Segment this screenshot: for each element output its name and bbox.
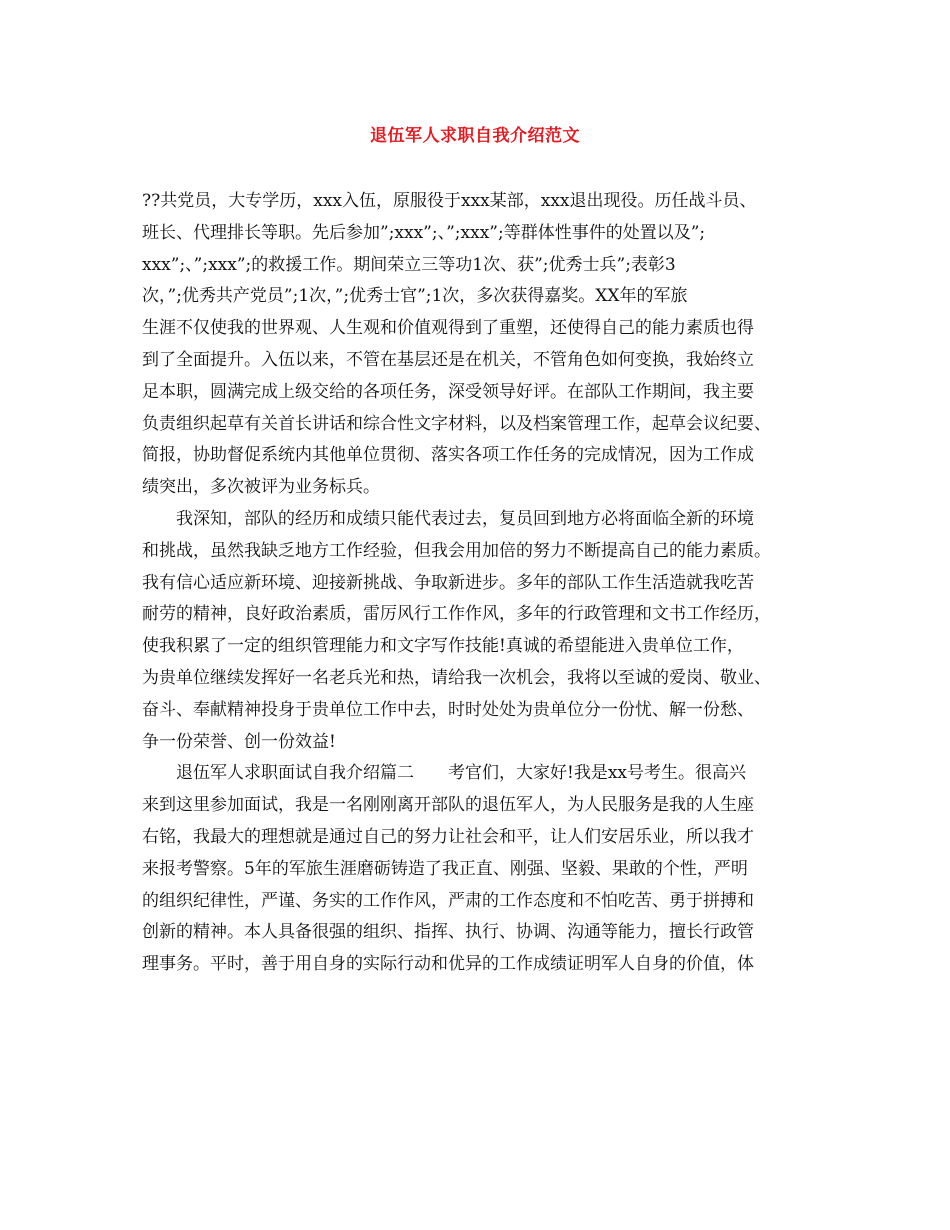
paragraph-line: 理事务。平时，善于用自身的实际行动和优异的工作成绩证明军人自身的价值，体 — [142, 954, 754, 975]
paragraph-line: 次，”;优秀共产党员”;1次，”;优秀士官”;1次，多次获得嘉奖。XX年的军旅 — [142, 286, 688, 307]
paragraph-line: 为贵单位继续发挥好一名老兵光和热，请给我一次机会，我将以至诚的爱岗、敬业、 — [142, 667, 771, 688]
paragraph-line: 我深知，部队的经历和成绩只能代表过去，复员回到地方必将面临全新的环境 — [176, 508, 754, 529]
document-body — [142, 186, 832, 981]
paragraph — [142, 758, 832, 981]
paragraph-line: 退伍军人求职面试自我介绍篇二 考官们，大家好!我是xx号考生。很高兴 — [176, 763, 747, 784]
paragraph-line: 班长、代理排长等职。先后参加”;xxx”;、”;xxx”;等群体性事件的处置以及”; — [142, 222, 706, 243]
paragraph-line: 绩突出，多次被评为业务标兵。 — [142, 477, 380, 498]
paragraph-line: 来报考警察。5年的军旅生涯磨砺铸造了我正直、刚强、坚毅、果敢的个性，严明 — [142, 858, 748, 879]
paragraph-line: 和挑战，虽然我缺乏地方工作经验，但我会用加倍的努力不断提高自己的能力素质。 — [142, 540, 771, 561]
paragraph-line: 奋斗、奉献精神投身于贵单位工作中去，时时处处为贵单位分一份忧、解一份愁、 — [142, 699, 754, 720]
paragraph-line: 使我积累了一定的组织管理能力和文字写作技能!真诚的希望能进入贵单位工作， — [142, 636, 744, 657]
paragraph-line: 简报，协助督促系统内其他单位贯彻、落实各项工作任务的完成情况，因为工作成 — [142, 445, 754, 466]
paragraph-line: 耐劳的精神，良好政治素质，雷厉风行工作作风，多年的行政管理和文书工作经历， — [142, 604, 771, 625]
paragraph-line: 来到这里参加面试，我是一名刚刚离开部队的退伍军人，为人民服务是我的人生座 — [142, 795, 754, 816]
paragraph-line: 负责组织起草有关首长讲话和综合性文字材料，以及档案管理工作，起草会议纪要、 — [142, 413, 771, 434]
paragraph-line: 我有信心适应新环境、迎接新挑战、争取新进步。多年的部队工作生活造就我吃苦 — [142, 572, 754, 593]
paragraph-line: 的组织纪律性，严谨、务实的工作作风，严肃的工作态度和不怕吃苦、勇于拼搏和 — [142, 890, 754, 911]
paragraph-line: xxx”;、”;xxx”;的救援工作。期间荣立三等功1次、获”;优秀士兵”;表彰3 — [142, 254, 676, 275]
paragraph-line: 到了全面提升。入伍以来，不管在基层还是在机关，不管角色如何变换，我始终立 — [142, 349, 754, 370]
paragraph-line: 生涯不仅使我的世界观、人生观和价值观得到了重塑，还使得自己的能力素质也得 — [142, 318, 754, 339]
paragraph — [142, 504, 832, 758]
document-title: 退伍军人求职自我介绍范文 — [370, 126, 580, 146]
paragraph-line: ??共党员，大专学历，xxx入伍，原服役于xxx某部，xxx退出现役。历任战斗员、 — [142, 191, 757, 211]
paragraph-line: 右铭，我最大的理想就是通过自己的努力让社会和平，让人们安居乐业，所以我才 — [142, 826, 754, 847]
paragraph-line: 争一份荣誉、创一份效益! — [142, 731, 336, 752]
paragraph-line: 创新的精神。本人具备很强的组织、指挥、执行、协调、沟通等能力，擅长行政管 — [142, 922, 754, 943]
paragraph-line: 足本职，圆满完成上级交给的各项任务，深受领导好评。在部队工作期间，我主要 — [142, 381, 754, 402]
paragraph — [142, 186, 832, 504]
